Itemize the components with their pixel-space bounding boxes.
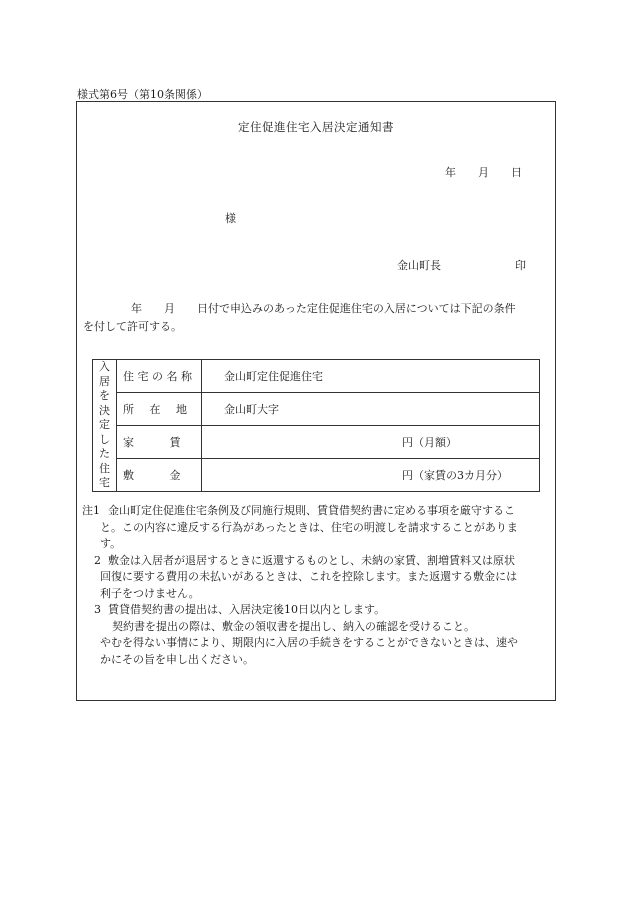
note-2-line3: 利子をつけません。 [100,586,200,600]
side-char: 住 [99,461,110,475]
deposit-label-text: 敷 金 [123,469,197,482]
side-label [93,360,117,492]
note-3-line4: かにその旨を申し出ください。 [100,652,254,666]
side-char: 決 [99,403,110,417]
row-value-location: 金山町大字 [202,393,540,426]
note-2 [82,553,552,570]
document-title: 定住促進住宅入居決定通知書 [238,120,394,134]
side-char: を [99,389,110,403]
notes-section [82,503,552,668]
body-month: 月 [164,302,175,315]
date-line [445,164,522,180]
date-year: 年 [445,166,456,179]
note-3 [82,602,552,619]
side-char: し [99,432,110,446]
note-3-number: 3 [94,603,101,616]
side-char: 定 [99,418,110,432]
seal-mark: 印 [515,259,526,272]
issuer-name: 金山町長 [397,259,441,272]
addressee-suffix: 様 [225,212,236,225]
side-char: 宅 [99,476,110,490]
location-label-text: 所 在 地 [123,403,193,416]
note-1-line2: と。この内容に違反する行為があったときは、住宅の明渡しを請求することがありま [100,520,518,534]
housing-details-table [92,359,540,492]
note-2-line2: 回復に要する費用の未払いがあるときは、これを控除します。また返還する敷金には [100,570,518,583]
row-value-deposit [202,459,540,492]
row-label-name: 住 宅 の 名 称 [117,360,202,393]
notice-frame [76,101,556,701]
side-char: 入 [99,360,110,374]
body-text [83,300,553,336]
table-row [93,426,540,459]
note-3-line3: やむを得ない事情により、期限内に入居の手続きをすることができないときは、速や [100,636,518,649]
rent-label-text: 家 賃 [123,436,197,449]
row-label-deposit [117,459,202,492]
body-year: 年 [131,302,142,315]
table-row [93,459,540,492]
row-label-location [117,393,202,426]
side-char: た [99,447,110,461]
row-value-name: 金山町定住促進住宅 [202,360,540,393]
note-1-number: 注1 [82,504,100,517]
note-1 [82,503,552,520]
date-day: 日 [511,166,522,179]
body-line1: 日付で申込みのあった定住促進住宅の入居については下記の条件 [197,302,516,315]
table-row [93,360,540,393]
row-label-rent [117,426,202,459]
note-3-line2: 契約書を提出の際は、敷金の領収書を提出し、納入の確認を受けること。 [112,619,475,633]
note-2-number: 2 [94,553,101,567]
note-1-line1: 金山町定住促進住宅条例及び同施行規則、賃貸借契約書に定める事項を厳守するこ [108,504,515,517]
note-2-line1: 敷金は入居者が退居するときに返還するものとし、未納の家賃、割増賃料又は原状 [108,553,515,567]
deposit-value-text: 円（家賃の3カ月分） [402,469,508,482]
form-number: 様式第6号（第10条関係） [77,88,208,101]
side-char: 居 [99,374,110,388]
date-month: 月 [478,166,489,179]
note-1-line3: す。 [100,537,122,550]
note-3-line1: 賃貸借契約書の提出は、入居決定後10日以内とします。 [108,603,386,616]
body-line2: を付して許可する。 [83,320,182,333]
table-row [93,393,540,426]
rent-value-text: 円（月額） [402,436,457,449]
row-value-rent [202,426,540,459]
